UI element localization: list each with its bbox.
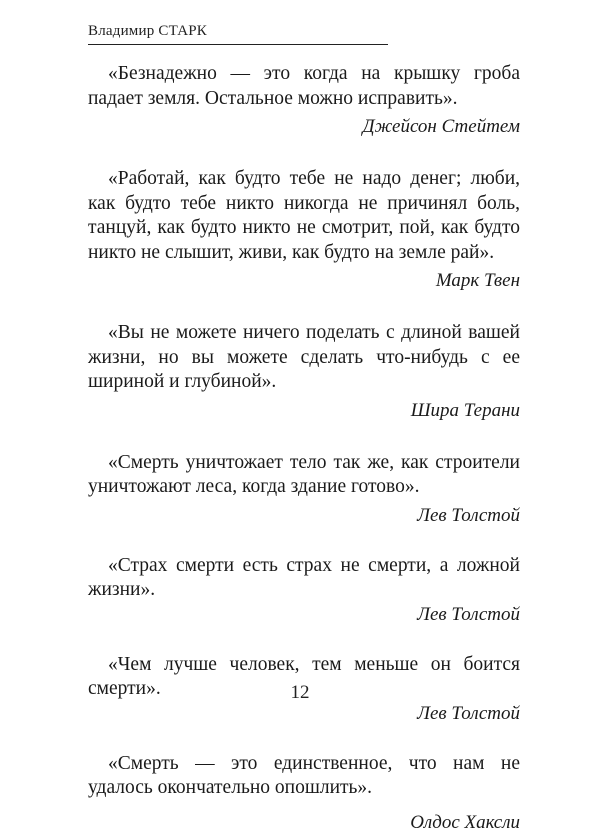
quote-text: «Безнадежно — это когда на крышку гроба падает земля. Остальное можно исправить». bbox=[88, 63, 520, 109]
quote-block bbox=[88, 167, 520, 293]
quote-block bbox=[88, 62, 520, 139]
quote-text: «Чем лучше человек, тем меньше он боится смерти». bbox=[88, 653, 520, 699]
quote-text: «Работай, как будто тебе не надо денег; люби, как будто тебе никто никогда не причинял боль, танцуй, как будто никто не смотрит, пой, как будто никто не слышит, живи, как будто на земле рай». bbox=[88, 168, 520, 263]
quote-author: Шира Терани bbox=[410, 399, 520, 421]
quote-author: Марк Твен bbox=[435, 270, 520, 291]
quote-block bbox=[88, 752, 520, 835]
quote-author: Джейсон Стейтем bbox=[362, 116, 520, 137]
quote-author: Лев Толстой bbox=[417, 504, 520, 526]
quote-block bbox=[88, 321, 520, 423]
quote-block bbox=[88, 451, 520, 528]
quote-block bbox=[88, 554, 520, 627]
quote-author: Лев Толстой bbox=[417, 603, 520, 625]
quote-author: Лев Толстой bbox=[417, 702, 520, 724]
quote-text: «Смерть — это единственное, что нам не удалось окончательно опошлить». bbox=[88, 752, 520, 798]
page-body bbox=[88, 62, 520, 835]
quote-author: Олдос Хаксли bbox=[410, 811, 520, 833]
header-author: Владимир СТАРК bbox=[88, 23, 207, 39]
running-header bbox=[88, 22, 388, 45]
quote-text: «Вы не можете ничего поделать с длиной вашей жизни, но вы можете сделать что-нибудь с ее шириной и глубиной». bbox=[88, 322, 520, 392]
quote-text: «Страх смерти есть страх не смерти, а ложной жизни». bbox=[88, 554, 520, 600]
page-number: 12 bbox=[290, 682, 310, 703]
quote-text: «Смерть уничтожает тело так же, как строители уничтожают леса, когда здание готово». bbox=[88, 451, 520, 497]
